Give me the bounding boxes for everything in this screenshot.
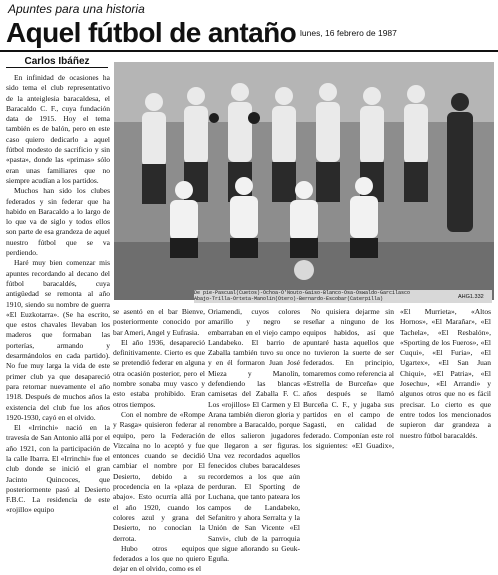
photo-caption — [194, 290, 492, 303]
paragraph: se asentó en el bar Bienve, posteriormente conocido por bar Ameri, Angel y Eufrasia. — [113, 307, 205, 337]
author-byline: Carlos Ibáñez — [6, 56, 108, 68]
text-column-2 — [113, 307, 205, 574]
text-column-4 — [303, 307, 491, 561]
text-column-1 — [6, 73, 110, 561]
header-rule — [0, 50, 498, 52]
paragraph: Con el nombre de «Rompe y Rasga» quisieron federar al equipo, pero la Federación Vizcaína no lo aceptó y fue entonces cuando se decidió cambiar el nombre por El Desierto, debido a su procedencia en la «plaza de abajo». Esto ocurría allá por el año 1920, cuando los colores azul y grana del Desierto, no conocían la derrota. — [113, 409, 205, 543]
team-photo-drawing — [114, 62, 494, 300]
paragraph: El año 1936, desapareció definitivamente. Cierto es que se pretendió federar en alguna otra ocasión posterior, pero el nombre sonaba muy vasco y esto estaba prohibido. Eran otros tiempos. — [113, 337, 205, 409]
section-kicker: Apuntes para una historia — [8, 2, 145, 16]
text-column-3 — [208, 307, 300, 564]
paragraph: Muchos han sido los clubes federados y sin federar que ha habido en Baracaldo a lo largo de lo que va de siglo y todos ellos son parte de esa grandeza de aquel nuestro fútbol que se va perdiendo. — [6, 186, 110, 258]
paragraph: No quisiera dejarme sin reseñar a ninguno de los equipos habidos, así que apuntaré hasta aquellos que no tuvieron la suerte de ser federados. En principio, tomaremos como referencia al «Estrella de Burceña» que años después se llamó Burceña C. F., y jugaba sus partidos en el campo de Sagasti, en calidad de federado. Componían este rol los siguientes: «El Guadix», «El Murrieta», «Altos Hornos», «El Marañar», «El Tachela», «El Resbalón», «Sporting de los Fueros», «El Cuqui», «El Furia», «El Ugartex», «El San Juan Chiqui», «El Patria», «El Josechu», «El Arrandi» y algunos otros que no es fácil precisar. Lo cierto es que entre todos los mencionados supieron dar grandeza a nuestro fútbol baracaldés. — [303, 307, 491, 450]
team-photo — [114, 62, 494, 300]
photo-id: AHG1.332 — [458, 294, 484, 300]
paragraph: Oriamendi, cuyos colores amarillo y negro se embarraban en el viejo campo Landabeko. El barrio de Zaballa también tuvo su once y en él formaron Juan José Mieza y Manolín, defendiendo las blancas camisetas del Zaballa F. C. Los «rojillos» El Carmen y El Arana también dieron gloria y renombre a Baracaldo, porque de ellos salieron jugadores que llegaron a ser figuras. Una vez recordados aquellos fenecidos clubes baracaldeses recordemos a los que aún perduran. El Sporting de Luchana, que tanto pateara los campos de Landabeko, Sefanitro y ahora Serralta y la Unión de San Vicente «El Sanvi», club de la parroquia que sigue añorando su Geuk-Eguña. — [208, 307, 300, 564]
paragraph: Haré muy bien comenzar mis apuntes recordando al decano del fútbol baracaldés, cuya antigüedad se remonta al año 1910, siendo su nombre de guerra «El Euzkotarra». (Se ha escrito, que estos chavales llevaban los maderos que formaban las porterías, armando y desarmándolos en cada partido). No fue muy larga la vida de este primer club ya que desapareció para retornar nuevamente el año 1918. Después de muchos años la existencia del club fue los años 1920-1930, cayó en el olvido. — [6, 258, 110, 422]
paragraph: Hubo otros equipos federados a los que no quiero dejar en el olvido, como es el — [113, 543, 205, 574]
article-title: Aquel fútbol de antaño — [6, 17, 297, 48]
paragraph: El «Irrinchi» nació en la travesía de San Antonio allá por el año 1921, con la participación de la calle Ibarra. El «Irrinchi» fue el club donde se inició el gran Jacinto Quincoces, que posteriormente pasó al Desierto F.B.C. La residencia de este «rojillo» equipo — [6, 423, 110, 515]
caption-line: Abajo-Trilla-Orteta-Manolín(Otero)-Bernardo-Escobar(Caterpilla) — [194, 296, 384, 302]
publication-date: lunes, 16 febrero de 1987 — [300, 28, 397, 38]
paragraph: En infinidad de ocasiones ha sido tema el club representativo de la anteiglesia baracaldesa, el Baracaldo C. F., cuya fundación data de 1915. Hoy el tema también es de balón, pero en este caso quiero dedicarlo a aquel fútbol modesto de sacrificio y sin «pasta», donde las «primas» sólo eran unas familiares que no siempre acudían a los partidos. — [6, 73, 110, 185]
caption-line: De pie-Pascual(Cuetos)-Ochoa-O'Nouto-Gaiso-Blanco-Osa-Oswaldo-Garcilasco — [194, 290, 411, 296]
